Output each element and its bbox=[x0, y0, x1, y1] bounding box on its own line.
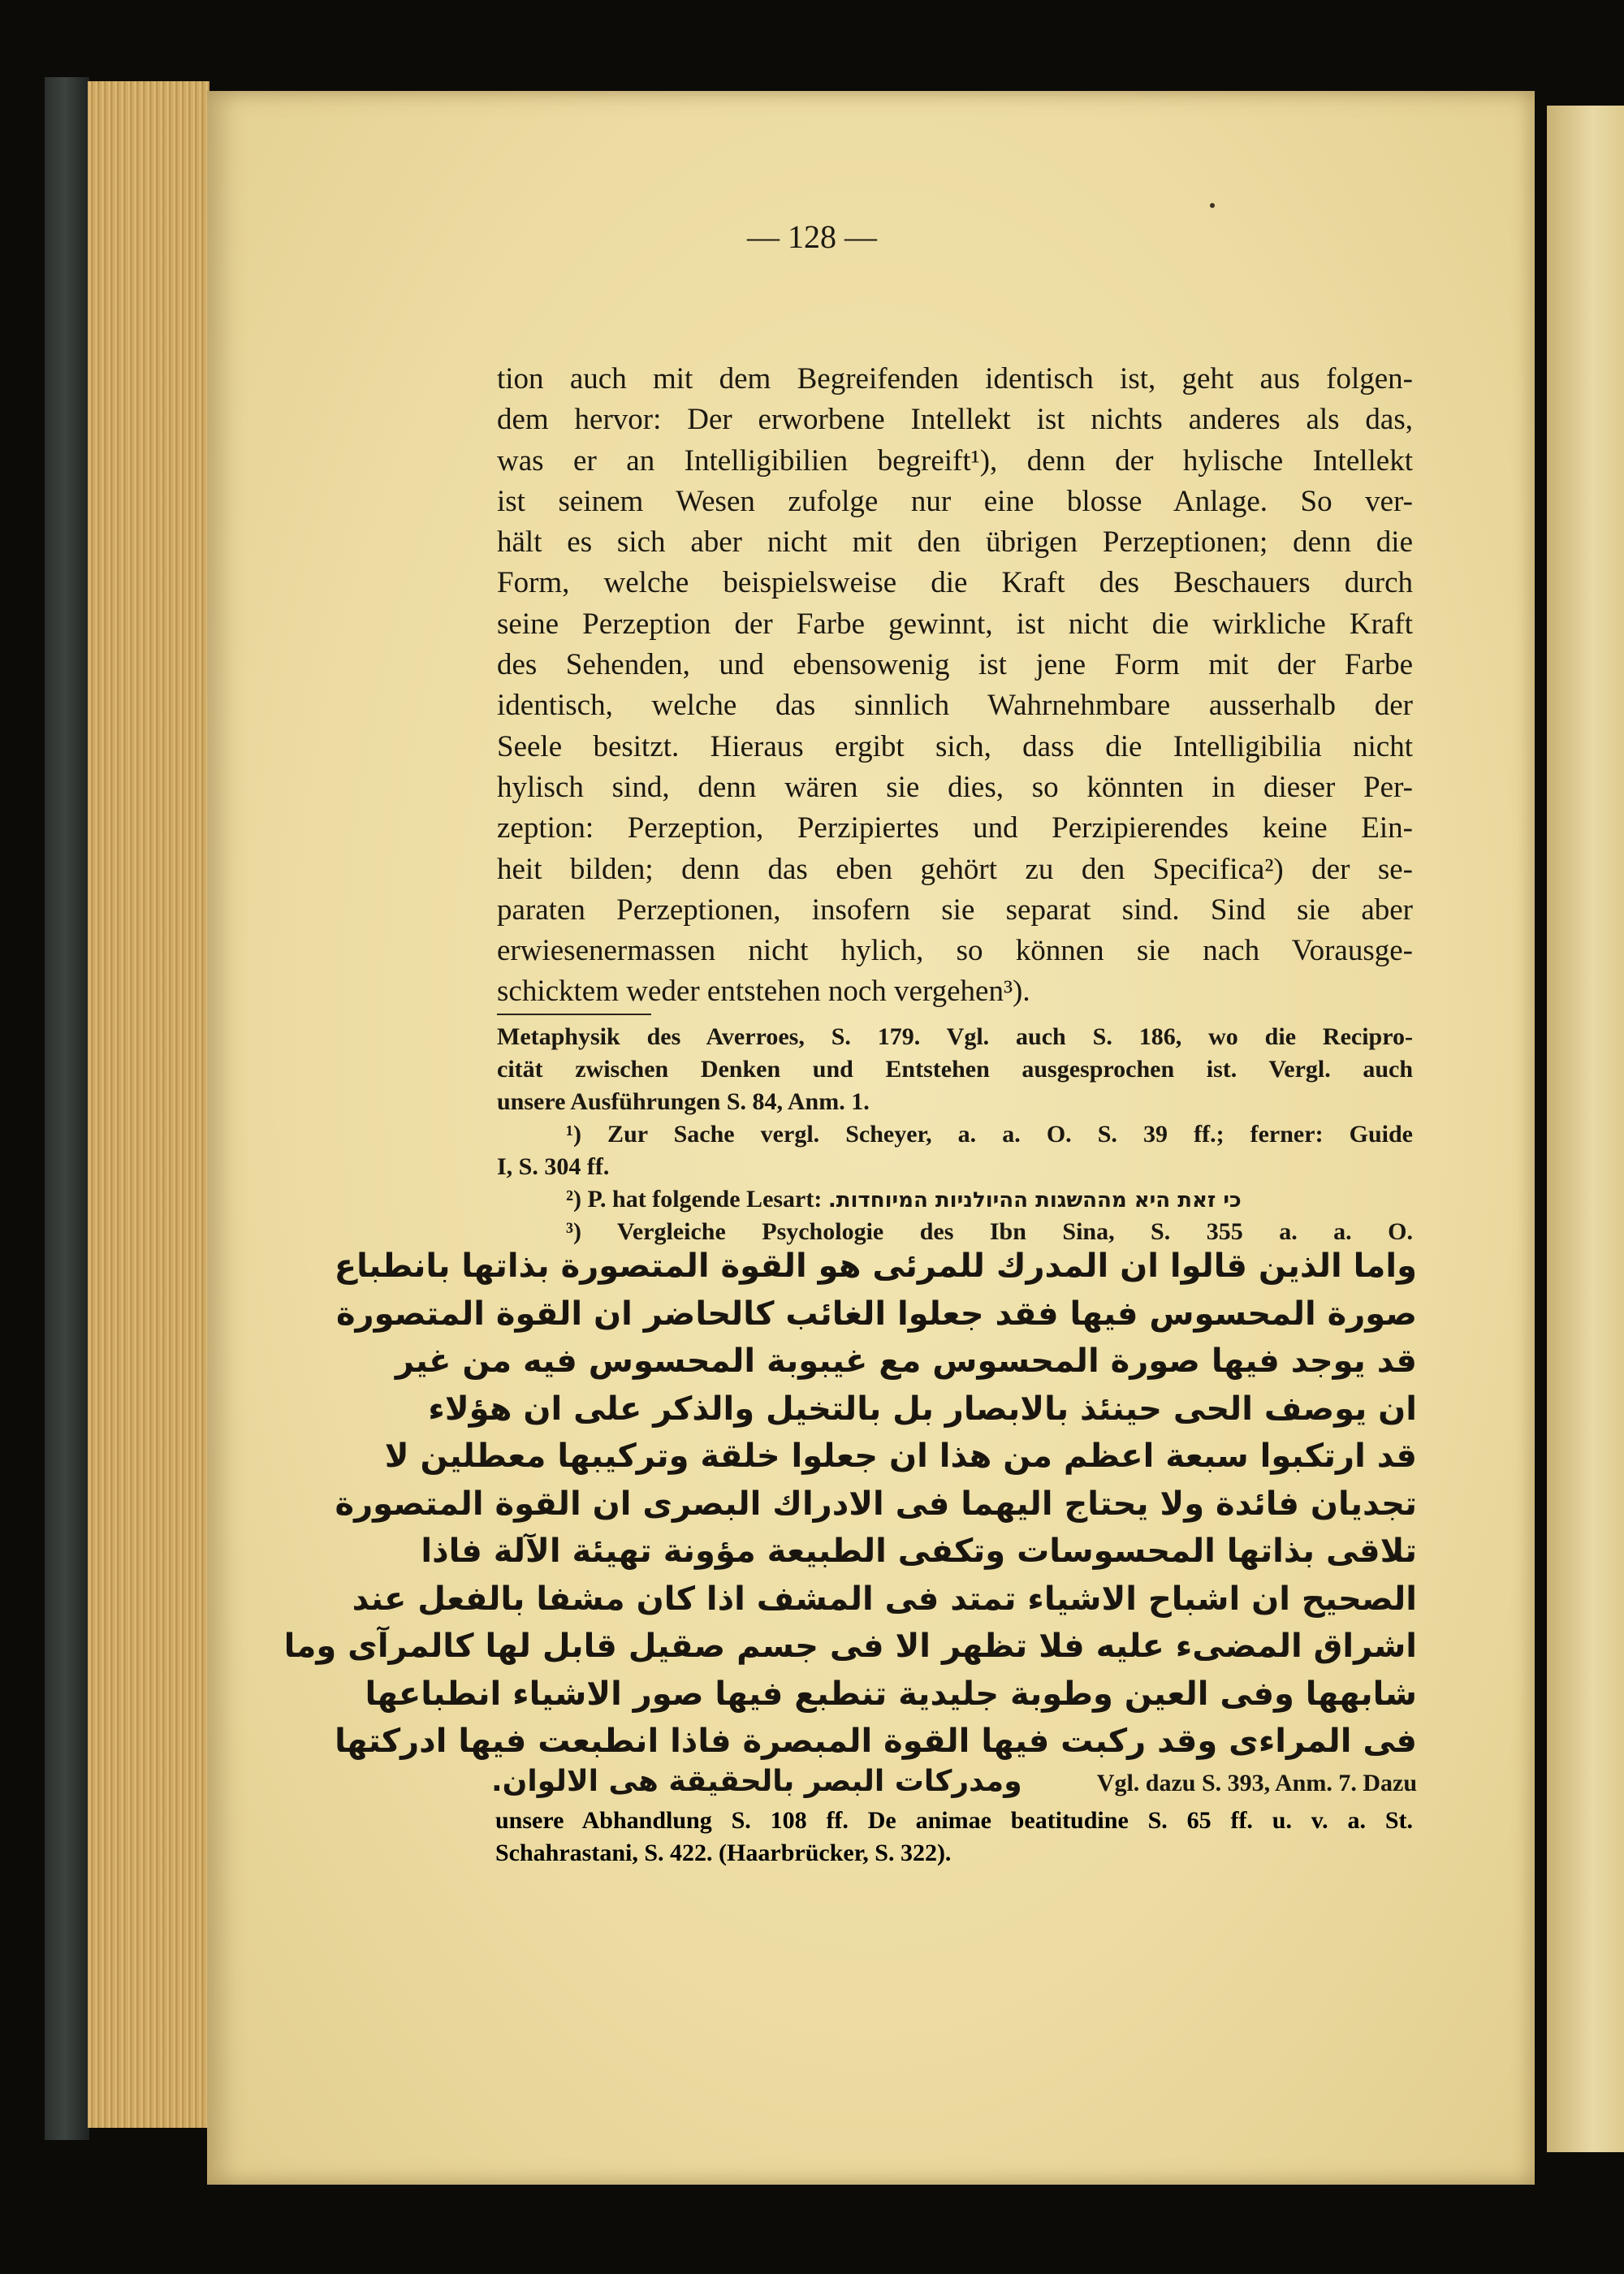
mixed-line-arabic: ومدركات البصر بالحقيقة هى الالوان. bbox=[491, 1764, 1022, 1798]
arabic-line: شابهها وفى العين وطوبة جليدية تنطبع فيها صور الاشياء انطباعها bbox=[365, 1675, 1417, 1713]
body-line: identisch, welche das sinnlich Wahrnehmbare ausserhalb der bbox=[497, 689, 1413, 723]
arabic-line: الصحيح ان اشباح الاشياء تمتد فى المشف اذا كان مشفا بالفعل عند bbox=[352, 1580, 1417, 1618]
body-line: paraten Perzeptionen, insofern sie separat sind. Sind sie aber bbox=[497, 893, 1413, 927]
page-number: — 128 — bbox=[747, 218, 877, 255]
arabic-line: اشراق المضىء عليه فلا تظهر الا فى جسم صقيل قابل لها كالمرآى وما bbox=[283, 1628, 1417, 1665]
closing-line: unsere Abhandlung S. 108 ff. De animae beatitudine S. 65 ff. u. v. a. St. bbox=[495, 1806, 1413, 1834]
body-line: zeption: Perzeption, Perzipiertes und Perzipierendes keine Ein- bbox=[497, 811, 1413, 845]
body-line: dem hervor: Der erworbene Intellekt ist nichts anderes als das, bbox=[497, 403, 1413, 437]
arabic-quotation bbox=[283, 1243, 1417, 1870]
body-line: was er an Intelligibilien begreift¹), denn der hylische Intellekt bbox=[497, 443, 1413, 478]
body-line: hylisch sind, denn wären sie dies, so könnten in dieser Per- bbox=[497, 770, 1413, 804]
book-spine bbox=[45, 77, 89, 2140]
footnote-2-prefix: ²) P. hat folgende Lesart: bbox=[566, 1185, 823, 1213]
closing-line: Schahrastani, S. 422. (Haarbrücker, S. 322). bbox=[495, 1839, 952, 1866]
footnote-separator bbox=[497, 1014, 651, 1015]
page-edges bbox=[88, 81, 209, 2128]
body-line: des Sehenden, und ebensowenig ist jene Form mit der Farbe bbox=[497, 648, 1413, 682]
arabic-line: صورة المحسوس فيها فقد جعلوا الغائب كالحاضر ان القوة المتصورة bbox=[335, 1295, 1417, 1333]
footnote-2 bbox=[497, 1183, 1413, 1216]
body-line: heit bilden; denn das eben gehört zu den Specifica²) der se- bbox=[497, 852, 1413, 886]
body-line: Seele besitzt. Hieraus ergibt sich, dass die Intelligibilia nicht bbox=[497, 729, 1413, 763]
continued-footnote-line: cität zwischen Denken und Entstehen ausgesprochen ist. Vergl. auch bbox=[497, 1055, 1413, 1083]
body-line: hält es sich aber nicht mit den übrigen Perzeptionen; denn die bbox=[497, 525, 1413, 560]
mixed-line bbox=[491, 1766, 1417, 1805]
body-line: Form, welche beispielsweise die Kraft des Beschauers durch bbox=[497, 566, 1413, 600]
continued-footnote-line: Metaphysik des Averroes, S. 179. Vgl. auch S. 186, wo die Recipro- bbox=[497, 1022, 1413, 1050]
arabic-line: واما الذين قالوا ان المدرك للمرئى هو القوة المتصورة بذاتها بانطباع bbox=[334, 1247, 1417, 1285]
arabic-line: فى المراءى وقد ركبت فيها القوة المبصرة فاذا انطبعت فيها ادركتها bbox=[335, 1723, 1417, 1760]
body-line: ist seinem Wesen zufolge nur eine blosse Anlage. So ver- bbox=[497, 484, 1413, 518]
body-line: erwiesenermassen nicht hylich, so können sie nach Vorausge- bbox=[497, 934, 1413, 968]
ink-speck bbox=[1210, 203, 1215, 208]
arabic-line: قد ارتكبوا سبعة اعظم من هذا ان جعلوا خلقة وتركيبها معطلين لا bbox=[384, 1437, 1417, 1475]
body-line: seine Perzeption der Farbe gewinnt, ist nicht die wirkliche Kraft bbox=[497, 607, 1413, 641]
body-line: tion auch mit dem Begreifenden identisch ist, geht aus folgen- bbox=[497, 362, 1413, 396]
arabic-line: ان يوصف الحى حينئذ بالابصار بل بالتخيل والذكر على ان هؤلاء bbox=[428, 1390, 1417, 1428]
mixed-line-latin: Vgl. dazu S. 393, Anm. 7. Dazu bbox=[1096, 1769, 1417, 1796]
arabic-line: قد يوجد فيها صورة المحسوس مع غيبوبة المحسوس فيه من غير bbox=[395, 1342, 1417, 1380]
main-text bbox=[497, 359, 1413, 1248]
continued-footnote-line: unsere Ausführungen S. 84, Anm. 1. bbox=[497, 1087, 870, 1115]
footnote-2-hebrew: כי זאת היא מההשגות ההיולניות המיוחדות. bbox=[827, 1187, 1242, 1213]
facing-page-edge bbox=[1547, 106, 1624, 2152]
footnote-3-intro: ³) Vergleiche Psychologie des Ibn Sina, S. 355 a. a. O. bbox=[566, 1217, 1413, 1245]
body-line: schicktem weder entstehen noch vergehen³). bbox=[497, 975, 1030, 1009]
arabic-line: تجديان فائدة ولا يحتاج اليهما فى الادراك البصرى ان القوة المتصورة bbox=[335, 1485, 1417, 1523]
footnote-1-line: ¹) Zur Sache vergl. Scheyer, a. a. O. S. 39 ff.; ferner: Guide bbox=[566, 1120, 1413, 1148]
arabic-line: تلاقى بذاتها المحسوسات وتكفى الطبيعة مؤونة تهيئة الآلة فاذا bbox=[421, 1533, 1417, 1570]
footnote-1-line: I, S. 304 ff. bbox=[497, 1152, 610, 1180]
